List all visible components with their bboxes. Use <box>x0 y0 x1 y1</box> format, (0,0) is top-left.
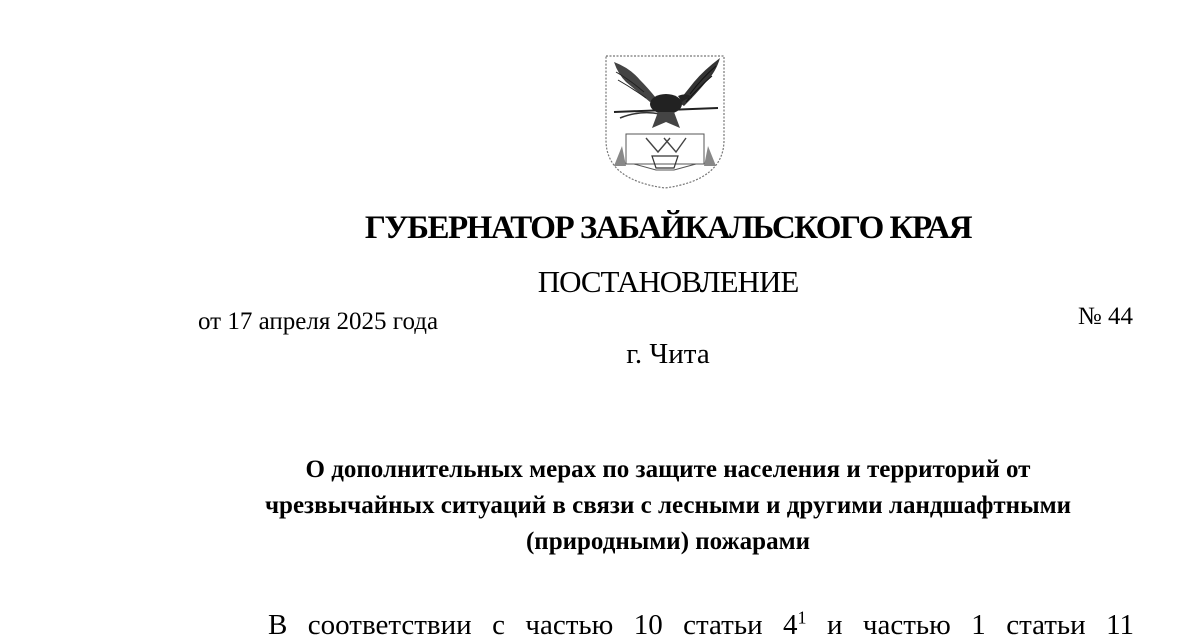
body-superscript: 1 <box>797 607 807 628</box>
document-subject <box>150 452 1186 560</box>
subject-line: О дополнительных мерах по защите населения и территорий от <box>305 456 1031 483</box>
body-text: и частью 1 статьи 11 <box>806 609 1134 641</box>
coat-of-arms-emblem <box>600 52 730 192</box>
document-date: от 17 апреля 2025 года <box>198 308 439 335</box>
document-city: г. Чита <box>626 338 710 370</box>
subject-line: (природными) пожарами <box>525 528 811 555</box>
document-type: ПОСТАНОВЛЕНИЕ <box>537 264 799 299</box>
issuing-authority: ГУБЕРНАТОР ЗАБАЙКАЛЬСКОГО КРАЯ <box>364 210 972 246</box>
body-text: В соответствии с частью 10 статьи 4 <box>268 609 798 641</box>
coat-of-arms-eagle-icon <box>600 52 730 192</box>
document-number: № 44 <box>1077 303 1133 330</box>
body-paragraph-first-line <box>268 606 1134 644</box>
subject-line: чрезвычайных ситуаций в связи с лесными и другими ландшафтными <box>264 492 1072 519</box>
